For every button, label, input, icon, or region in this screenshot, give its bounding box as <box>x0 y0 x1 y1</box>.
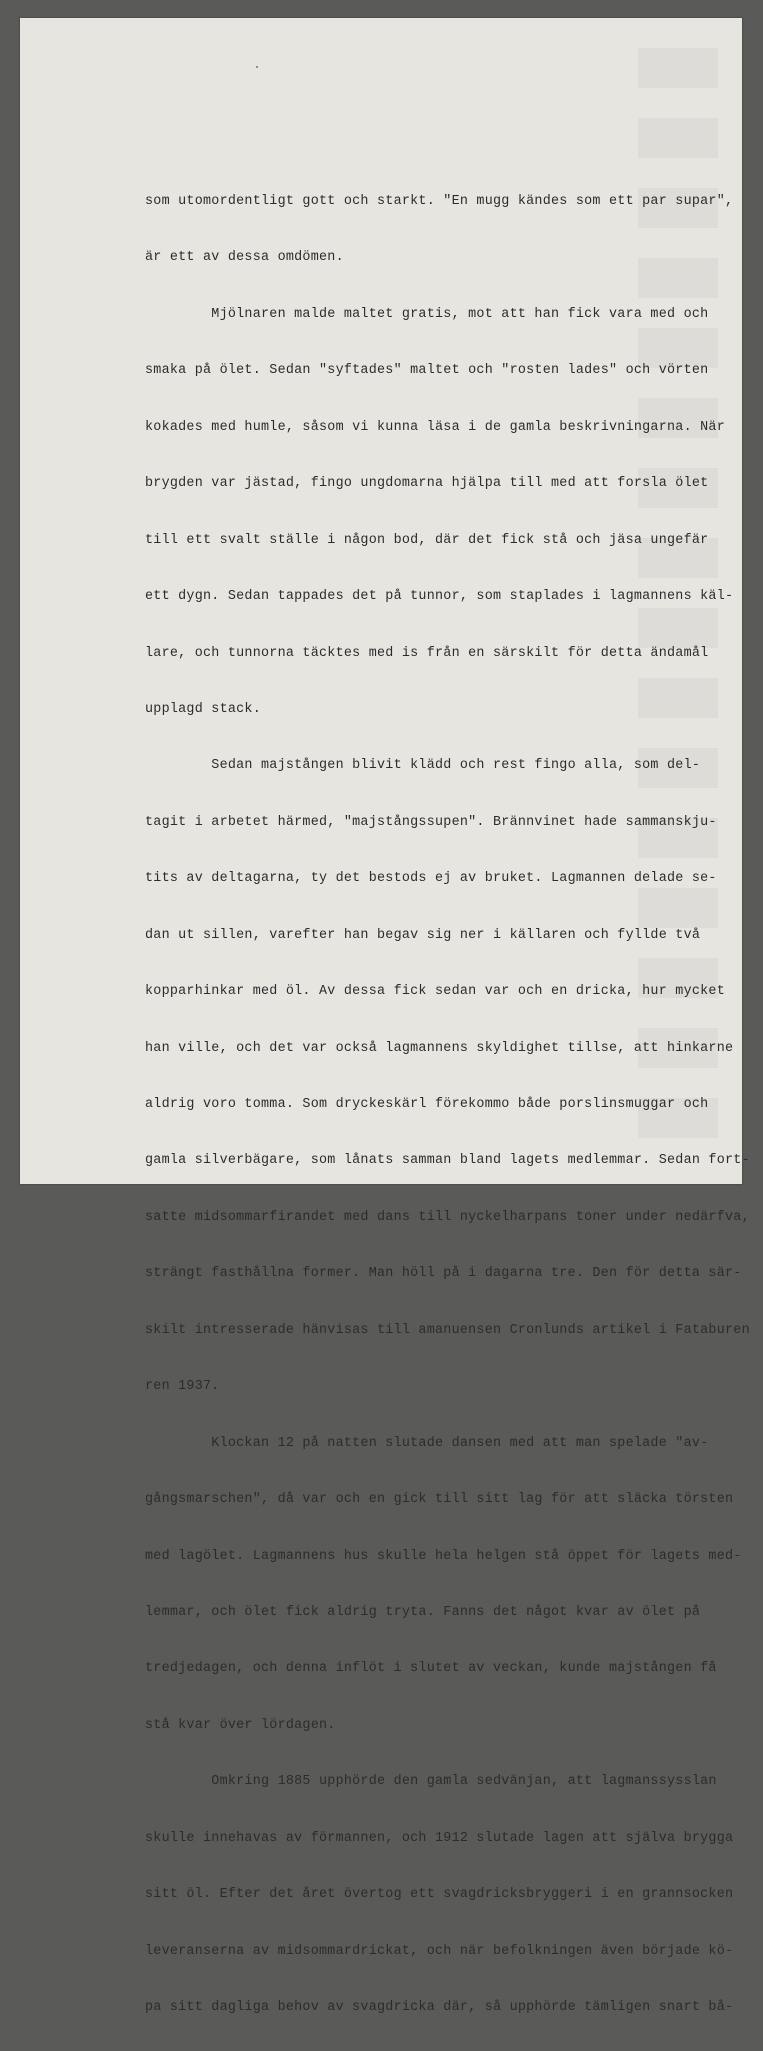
text-line: som utomordentligt gott och starkt. "En mugg kändes som ett par supar", <box>145 194 734 209</box>
text-line: dan ut sillen, varefter han begav sig ner i källaren och fyllde två <box>145 927 701 943</box>
text-line: leveranserna av midsommardrickat, och när befolkningen även började kö- <box>145 1943 734 1959</box>
text-line: skulle innehavas av förmannen, och 1912 slutade lagen att själva brygga <box>145 1830 734 1846</box>
text-line: smaka på ölet. Sedan "syftades" maltet och "rosten lades" och vörten <box>145 363 709 379</box>
text-line: lare, och tunnorna täcktes med is från en särskilt för detta ändamål <box>145 645 709 661</box>
text-line: satte midsommarfirandet med dans till nyckelharpans toner under nedärfva, <box>145 1209 750 1225</box>
text-line: stå kvar över lördagen. <box>145 1717 336 1733</box>
text-line: brygden var jästad, fingo ungdomarna hjälpa till med att forsla ölet <box>145 476 709 492</box>
ink-speck <box>256 66 258 68</box>
text-line: gångsmarschen", då var och en gick till sitt lag för att släcka törsten <box>145 1492 734 1508</box>
text-line: ren 1937. <box>145 1379 220 1395</box>
text-line: med lagölet. Lagmannens hus skulle hela helgen stå öppet för lagets med- <box>145 1548 742 1564</box>
text-line: gamla silverbägare, som lånats samman bland lagets medlemmar. Sedan fort- <box>145 1153 750 1169</box>
text-line: tredjedagen, och denna inflöt i slutet av veckan, kunde majstången få <box>145 1661 717 1677</box>
text-line: ett dygn. Sedan tappades det på tunnor, som staplades i lagmannens käl- <box>145 589 734 605</box>
text-line: lemmar, och ölet fick aldrig tryta. Fanns det något kvar av ölet på <box>145 1604 701 1620</box>
text-line: är ett av dessa omdömen. <box>145 250 344 266</box>
text-line: han ville, och det var också lagmannens skyldighet tillse, att hinkarne <box>145 1040 734 1056</box>
typewritten-text <box>145 159 750 2051</box>
text-line: aldrig voro tomma. Som dryckeskärl förekommo både porslinsmuggar och <box>145 1097 709 1112</box>
document-page <box>20 18 750 2015</box>
text-line: Sedan majstången blivit klädd och rest fingo alla, som del- <box>145 758 701 774</box>
text-line: skilt intresserade hänvisas till amanuensen Cronlunds artikel i Fataburen <box>145 1322 750 1338</box>
text-line: pa sitt dagliga behov av svagdricka där, så upphörde tämligen snart bå- <box>145 2000 734 2015</box>
text-line: strängt fasthållna former. Man höll på i dagarna tre. Den för detta sär- <box>145 1266 742 1282</box>
text-line: Klockan 12 på natten slutade dansen med att man spelade "av- <box>145 1435 709 1451</box>
text-line: tagit i arbetet härmed, "majstångssupen". Brännvinet hade sammanskju- <box>145 814 717 830</box>
text-line: tits av deltagarna, ty det bestods ej av bruket. Lagmannen delade se- <box>145 871 717 887</box>
text-line: Mjölnaren malde maltet gratis, mot att han fick vara med och <box>145 306 709 322</box>
text-line: sitt öl. Efter det året övertog ett svagdricksbryggeri i en grannsocken <box>145 1887 734 1903</box>
text-line: Omkring 1885 upphörde den gamla sedvänjan, att lagmanssysslan <box>145 1774 717 1790</box>
text-line: kokades med humle, såsom vi kunna läsa i de gamla beskrivningarna. När <box>145 419 725 435</box>
text-line: upplagd stack. <box>145 701 261 717</box>
text-line: kopparhinkar med öl. Av dessa fick sedan var och en dricka, hur mycket <box>145 984 725 1000</box>
text-line: till ett svalt ställe i någon bod, där det fick stå och jäsa ungefär <box>145 532 709 548</box>
